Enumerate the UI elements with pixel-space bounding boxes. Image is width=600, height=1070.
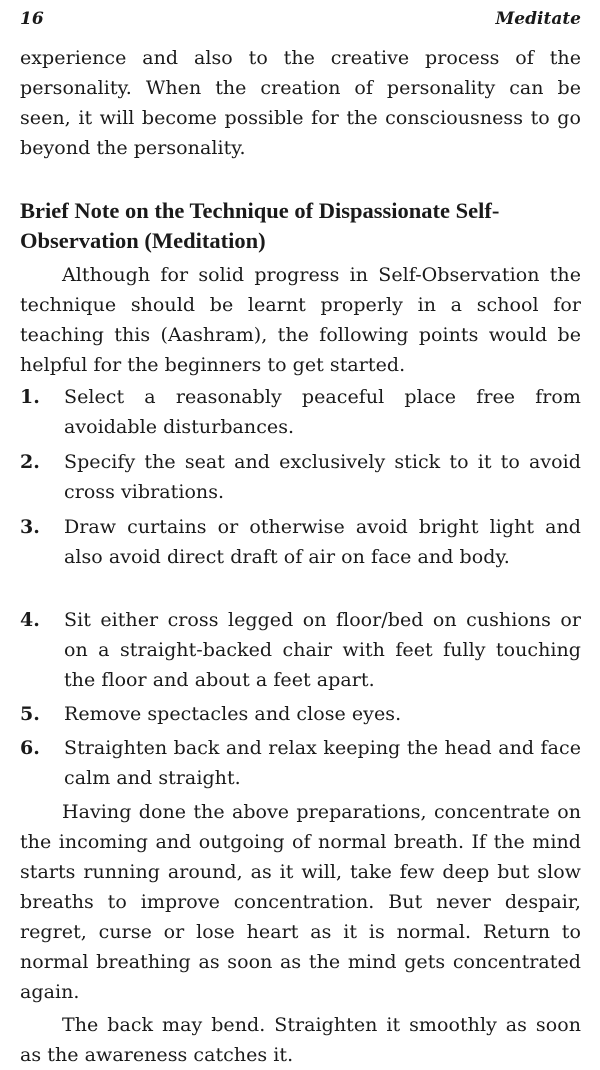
list-item-number: 1. [20,386,40,408]
list-item-text: Draw curtains or otherwise avoid bright light and also avoid direct draft of air on face and body. [64,516,581,568]
intro-paragraph: experience and also to the creative process of the personality. When the creation of personality can be seen, it will become possible for the consciousness to go beyond the personality. [20,47,581,159]
lead-paragraph: Although for solid progress in Self-Observation the technique should be learnt properly in a school for teaching this (Aashram), the following points would be helpful for the beginners to get started. [20,264,581,376]
running-head [20,9,581,33]
list-item-number: 2. [20,451,40,473]
list-item-number: 6. [20,737,40,759]
list-item-text: Specify the seat and exclusively stick to it to avoid cross vibrations. [64,451,581,503]
after-paragraph: Having done the above preparations, concentrate on the incoming and outgoing of normal breath. If the mind starts running around, as it will, take few deep but slow breaths to improve concentration. But never despair, regret, curse or lose heart as it is normal. Return to normal breathing as soon as the mind gets concentrated again. [20,801,581,1003]
list-item-number: 4. [20,609,40,631]
book-title: Meditate [495,9,581,29]
list-item-number: 3. [20,516,40,538]
list-item-text: Select a reasonably peaceful place free from avoidable disturbances. [64,386,581,438]
list-item-text: Straighten back and relax keeping the head and face calm and straight. [64,737,581,789]
book-page [20,0,581,1065]
list-item-text: Remove spectacles and close eyes. [64,703,402,725]
list-item-5 [20,699,581,729]
list-item-number: 5. [20,703,40,725]
closing-paragraph: The back may bend. Straighten it smoothly as soon as the awareness catches it. [20,1014,581,1066]
list-item-6 [20,733,581,793]
list-item-text: Sit either cross legged on floor/bed on cushions or on a straight-backed chair with feet fully touching the floor and about a feet apart. [64,609,581,691]
list-item-4 [20,605,581,695]
list-item-3 [20,512,581,572]
section-heading: Brief Note on the Technique of Dispassionate Self-Observation (Meditation) [20,198,500,253]
list-item-1 [20,382,581,442]
page-number: 16 [20,9,44,29]
list-item-2 [20,447,581,507]
